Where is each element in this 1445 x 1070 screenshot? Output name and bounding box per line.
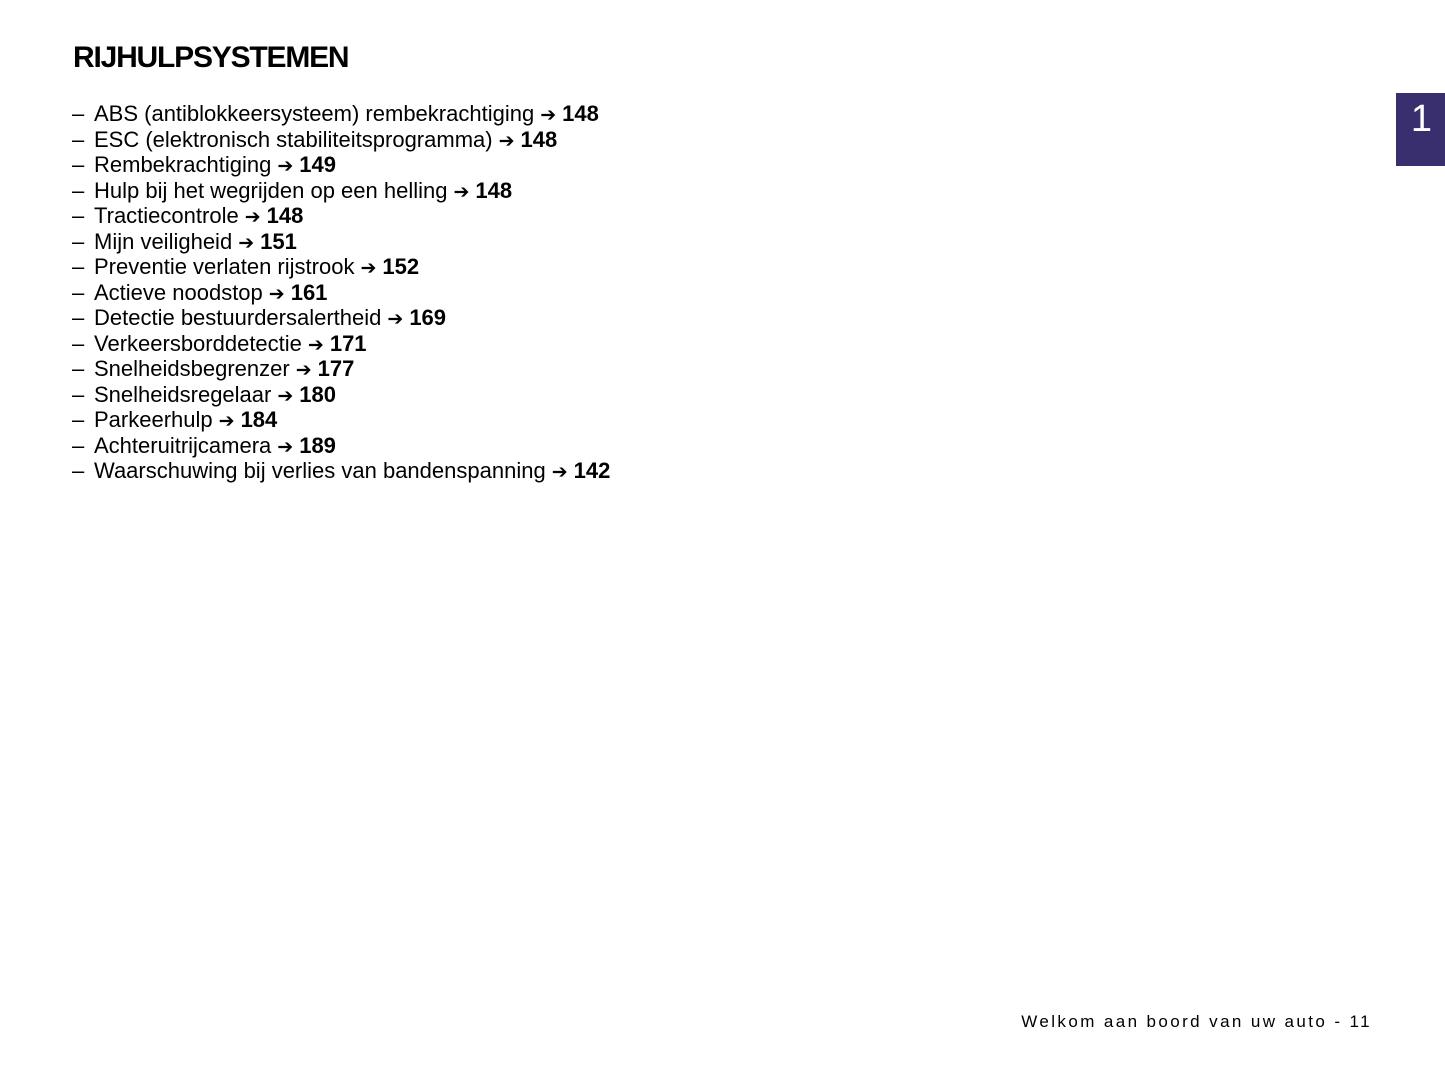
toc-item-label: Tractiecontrole bbox=[94, 203, 239, 228]
list-dash: – bbox=[72, 203, 85, 228]
toc-item[interactable] bbox=[72, 356, 610, 382]
toc-page-number[interactable]: 180 bbox=[299, 381, 336, 407]
toc-item-label: Preventie verlaten rijstrook bbox=[94, 254, 355, 279]
arrow-right-icon: ➔ bbox=[218, 411, 235, 432]
toc-item[interactable] bbox=[72, 178, 610, 204]
toc-item-label: Hulp bij het wegrijden op een helling bbox=[94, 177, 448, 203]
toc-page-number[interactable]: 152 bbox=[382, 254, 420, 279]
toc-item-label: Parkeerhulp bbox=[94, 407, 213, 432]
arrow-right-icon: ➔ bbox=[295, 360, 312, 381]
toc-item-label: Verkeersborddetectie bbox=[94, 330, 302, 356]
arrow-right-icon: ➔ bbox=[307, 334, 324, 356]
arrow-right-icon: ➔ bbox=[277, 385, 294, 407]
arrow-right-icon: ➔ bbox=[268, 283, 285, 305]
toc-item[interactable] bbox=[72, 127, 610, 153]
toc-item[interactable] bbox=[72, 382, 610, 408]
list-dash: – bbox=[72, 126, 85, 152]
toc-page-number[interactable]: 148 bbox=[562, 101, 599, 126]
arrow-right-icon: ➔ bbox=[387, 309, 404, 330]
list-dash: – bbox=[72, 330, 85, 356]
arrow-right-icon: ➔ bbox=[540, 105, 557, 126]
toc-page-number[interactable]: 189 bbox=[299, 432, 336, 458]
list-dash: – bbox=[72, 177, 85, 203]
list-dash: – bbox=[72, 101, 85, 126]
arrow-right-icon: ➔ bbox=[551, 462, 568, 483]
toc-item-label: ABS (antiblokkeersysteem) rembekrachtiging bbox=[94, 101, 535, 126]
toc-page-number[interactable]: 177 bbox=[317, 356, 355, 381]
toc-item[interactable] bbox=[72, 331, 610, 357]
toc-item-label: Snelheidsbegrenzer bbox=[94, 356, 290, 381]
toc-page-number[interactable]: 169 bbox=[409, 305, 447, 330]
toc-item[interactable] bbox=[72, 229, 610, 255]
list-dash: – bbox=[72, 407, 85, 432]
toc-item[interactable] bbox=[72, 458, 610, 484]
toc-item-label: ESC (elektronisch stabiliteitsprogramma) bbox=[94, 126, 493, 152]
toc-page-number[interactable]: 171 bbox=[329, 330, 367, 356]
toc-page-number[interactable]: 148 bbox=[520, 126, 558, 152]
toc-list bbox=[72, 101, 610, 484]
page-footer: Welkom aan boord van uw auto - 11 bbox=[1021, 1012, 1372, 1031]
toc-page-number[interactable]: 148 bbox=[266, 203, 304, 228]
list-dash: – bbox=[72, 356, 85, 381]
toc-item[interactable] bbox=[72, 305, 610, 331]
toc-item[interactable] bbox=[72, 254, 610, 280]
toc-page-number[interactable]: 148 bbox=[475, 177, 513, 203]
toc-page-number[interactable]: 149 bbox=[299, 152, 336, 177]
toc-item-label: Snelheidsregelaar bbox=[94, 381, 272, 407]
toc-item[interactable] bbox=[72, 203, 610, 229]
list-dash: – bbox=[72, 381, 85, 407]
toc-page-number[interactable]: 184 bbox=[240, 407, 278, 432]
arrow-right-icon: ➔ bbox=[244, 207, 261, 228]
toc-page-number[interactable]: 161 bbox=[290, 279, 328, 305]
toc-item-label: Actieve noodstop bbox=[94, 279, 263, 305]
toc-item-label: Rembekrachtiging bbox=[94, 152, 272, 177]
arrow-right-icon: ➔ bbox=[453, 181, 470, 203]
arrow-right-icon: ➔ bbox=[498, 130, 515, 152]
list-dash: – bbox=[72, 228, 85, 254]
chapter-tab[interactable]: 1 bbox=[1396, 93, 1445, 166]
arrow-right-icon: ➔ bbox=[238, 232, 255, 254]
toc-item-label: Mijn veiligheid bbox=[94, 228, 233, 254]
list-dash: – bbox=[72, 279, 85, 305]
toc-item-label: Achteruitrijcamera bbox=[94, 432, 272, 458]
toc-item[interactable] bbox=[72, 407, 610, 433]
toc-item[interactable] bbox=[72, 101, 610, 127]
toc-item[interactable] bbox=[72, 433, 610, 459]
toc-page-number[interactable]: 151 bbox=[260, 228, 297, 254]
list-dash: – bbox=[72, 305, 85, 330]
list-dash: – bbox=[72, 458, 85, 483]
list-dash: – bbox=[72, 432, 85, 458]
toc-item-label: Detectie bestuurdersalertheid bbox=[94, 305, 382, 330]
list-dash: – bbox=[72, 152, 85, 177]
toc-page-number[interactable]: 142 bbox=[573, 458, 611, 483]
list-dash: – bbox=[72, 254, 85, 279]
arrow-right-icon: ➔ bbox=[277, 156, 294, 177]
arrow-right-icon: ➔ bbox=[360, 258, 377, 279]
toc-item[interactable] bbox=[72, 152, 610, 178]
page-title: RIJHULPSYSTEMEN bbox=[73, 41, 349, 74]
arrow-right-icon: ➔ bbox=[277, 436, 294, 458]
toc-item-label: Waarschuwing bij verlies van bandenspanning bbox=[94, 458, 546, 483]
toc-item[interactable] bbox=[72, 280, 610, 306]
